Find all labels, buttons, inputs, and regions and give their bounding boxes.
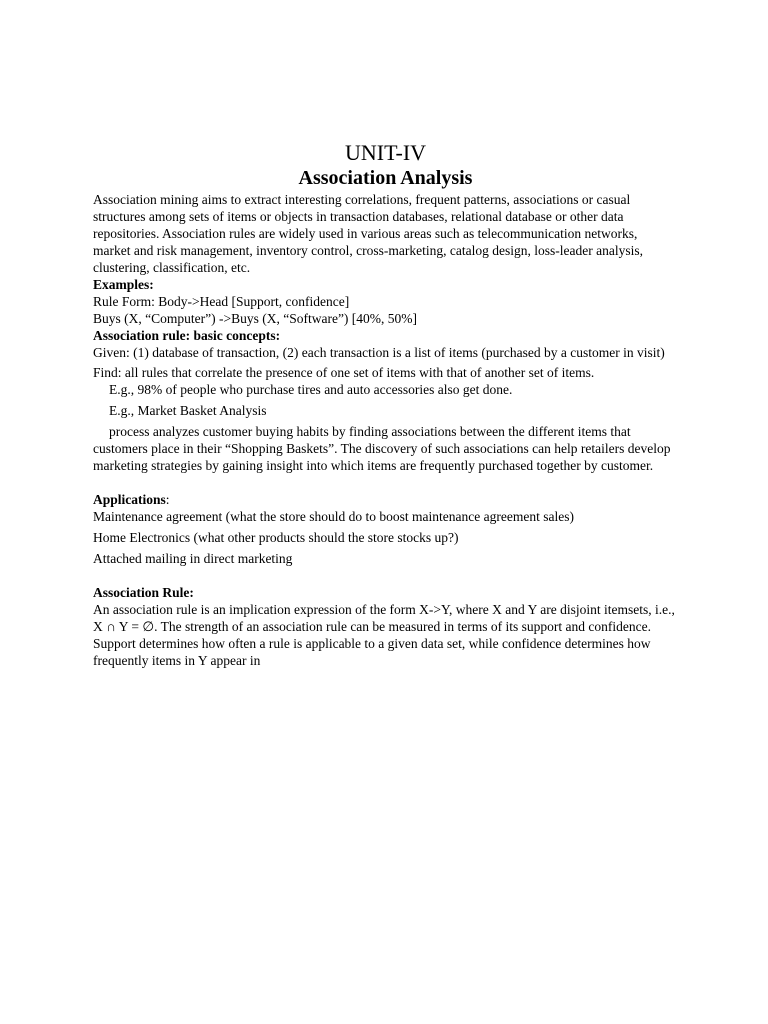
find-paragraph: Find: all rules that correlate the presence of one set of items with that of another set of items. [93, 365, 595, 380]
applications-heading: Applications [93, 492, 166, 507]
application-item: Home Electronics (what other products should the store stocks up?) [93, 530, 459, 545]
example-market-basket: E.g., Market Basket Analysis [109, 403, 267, 418]
example-tires: E.g., 98% of people who purchase tires and auto accessories also get done. [109, 382, 513, 397]
application-item: Attached mailing in direct marketing [93, 551, 293, 566]
examples-heading: Examples: [93, 277, 154, 292]
rule-form-line: Rule Form: Body->Head [Support, confidence] [93, 294, 350, 309]
buys-example-line: Buys (X, “Computer”) ->Buys (X, “Software”) [40%, 50%] [93, 311, 418, 326]
process-paragraph: process analyzes customer buying habits by finding associations between the different items that customers place in their “Shopping Baskets”. The discovery of such associations can help retailers develop marketing strategies by gaining insight into which items are frequently purchased together by customer. [93, 424, 671, 473]
given-paragraph: Given: (1) database of transaction, (2) each transaction is a list of items (purchased by a customer in visit) [93, 345, 665, 360]
application-item: Maintenance agreement (what the store should do to boost maintenance agreement sales) [93, 509, 574, 524]
intro-paragraph: Association mining aims to extract interesting correlations, frequent patterns, associations or casual structures among sets of items or objects in transaction databases, relational database or other data repositories. Association rules are widely used in various areas such as telecommunication networks, market and risk management, inventory control, cross-marketing, catalog design, loss-leader analysis, clustering, classification, etc. [93, 192, 643, 275]
association-rule-heading: Association Rule: [93, 585, 194, 600]
applications-colon: : [165, 492, 170, 507]
unit-title: UNIT-IV [344, 140, 427, 165]
page-title: Association Analysis [298, 167, 473, 189]
section-spacer [93, 567, 678, 584]
applications-heading-line [93, 491, 678, 508]
document-page [93, 140, 678, 669]
section-spacer [93, 474, 678, 491]
association-rule-paragraph: An association rule is an implication expression of the form X->Y, where X and Y are disjoint itemsets, i.e., X ∩ Y = ∅. The strength of an association rule can be measured in terms of its support and confidence. Support determines how often a rule is applicable to a given data set, while confidence determines how frequently items in Y appear in [93, 602, 675, 668]
basic-concepts-heading: Association rule: basic concepts: [93, 328, 281, 343]
